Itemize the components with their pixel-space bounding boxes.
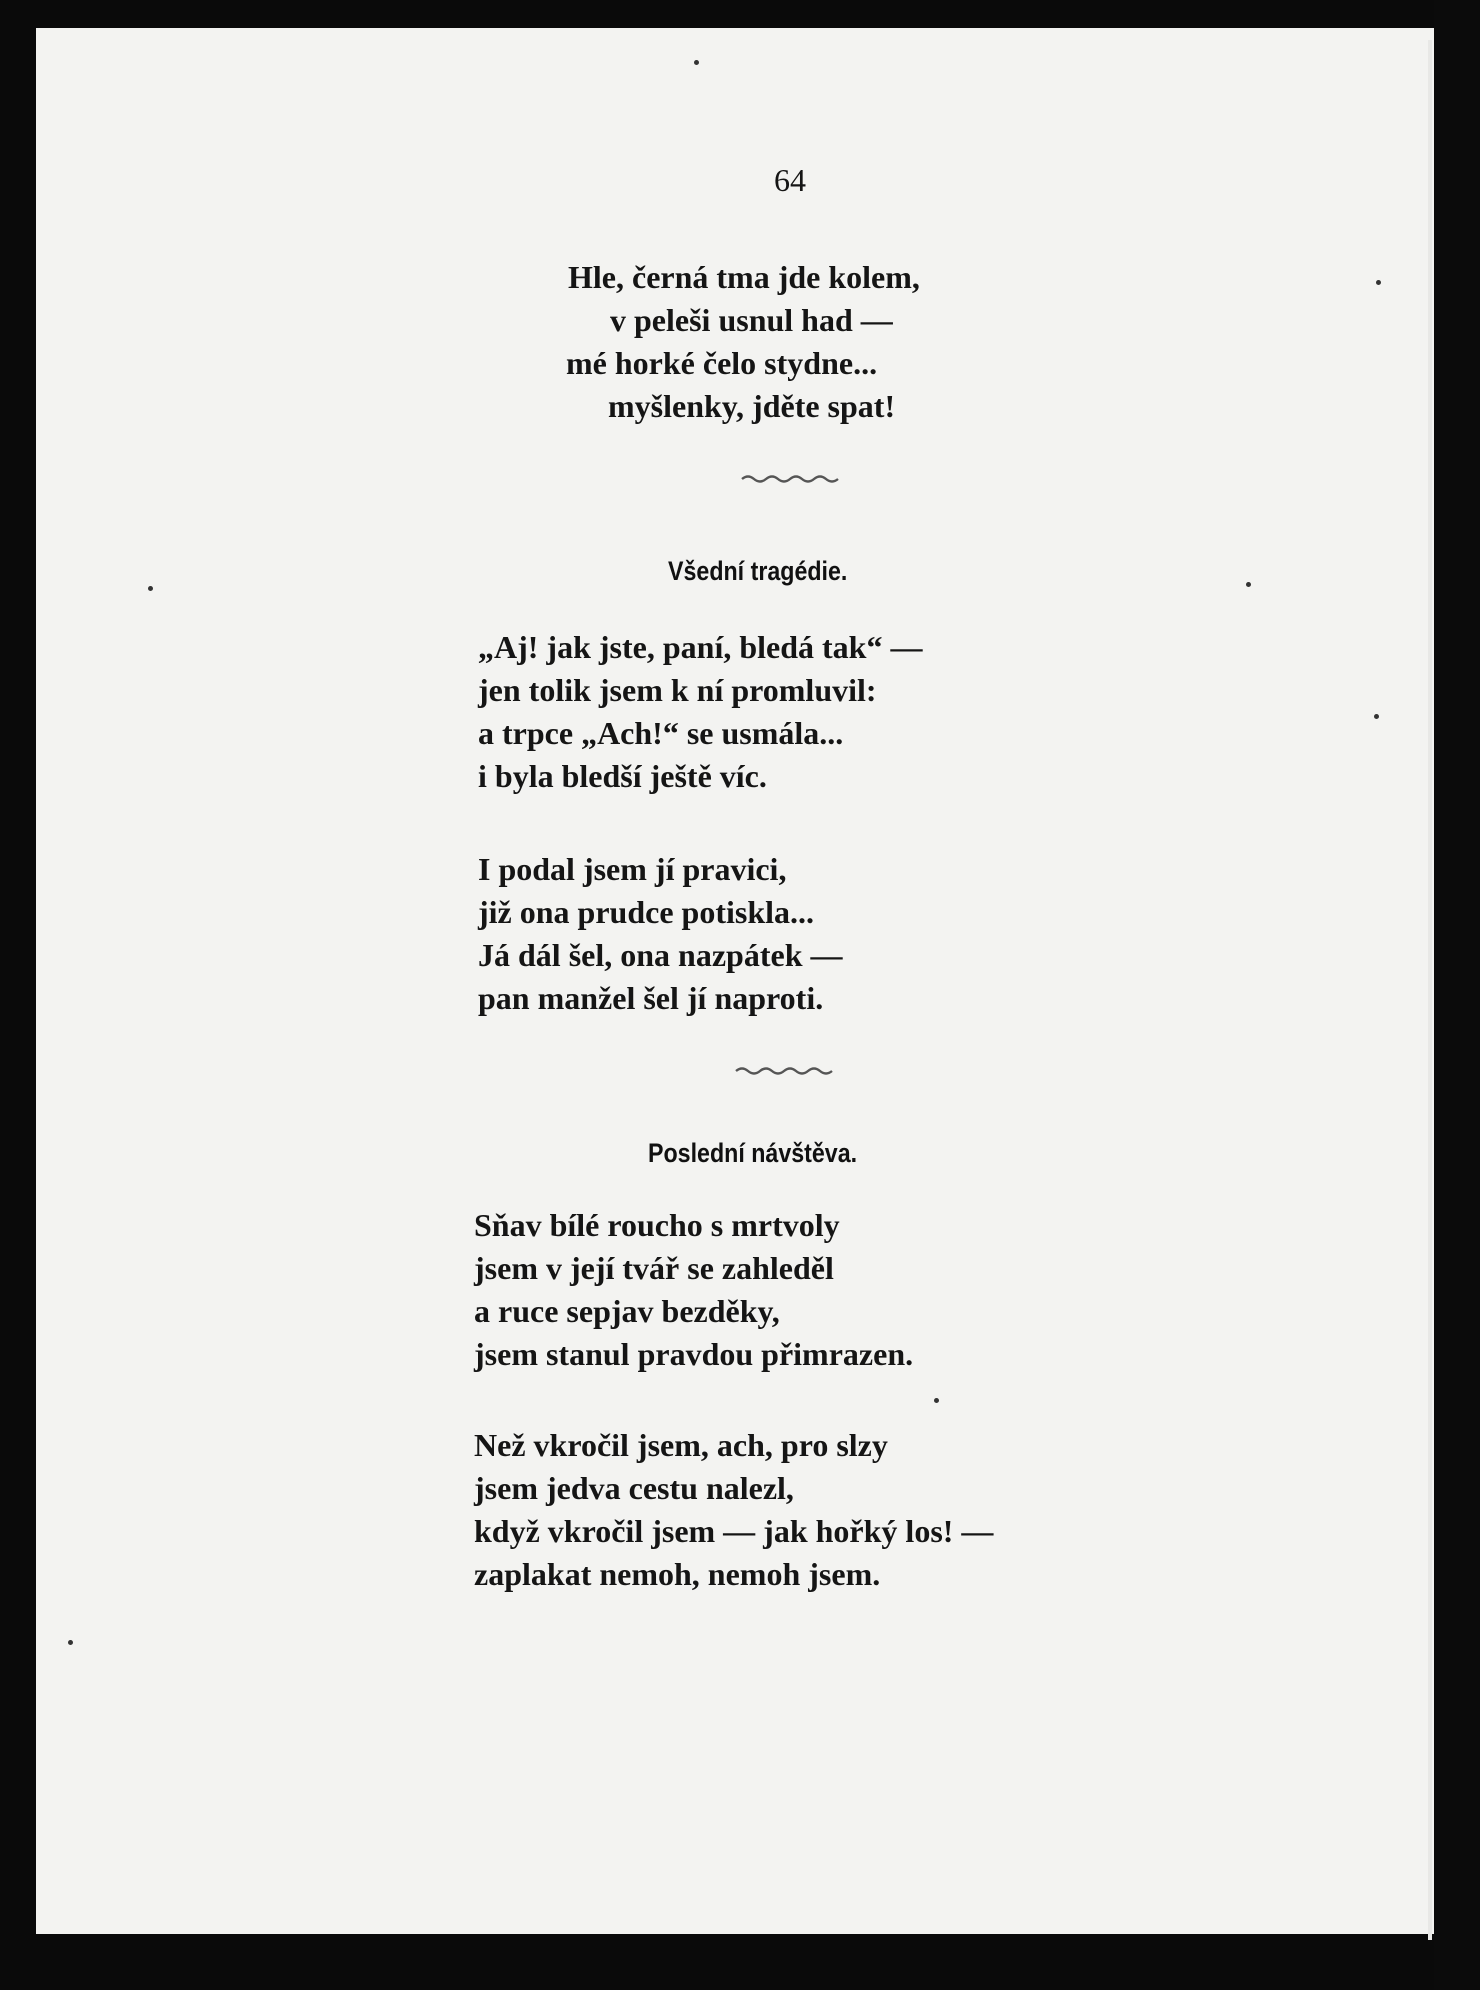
verse-line: jsem stanul pravdou přimrazen. bbox=[474, 1336, 914, 1372]
poem-stanza bbox=[478, 848, 842, 1020]
verse-line: Já dál šel, ona nazpátek — bbox=[478, 937, 843, 973]
verse-line: již ona prudce potiskla... bbox=[478, 894, 815, 930]
scan-speck bbox=[1246, 582, 1251, 587]
verse-line: a ruce sepjav bezděky, bbox=[474, 1293, 780, 1329]
section-divider-ornament bbox=[734, 1064, 844, 1078]
stanza-continuation bbox=[568, 256, 920, 428]
poem-title: Poslední návštěva. bbox=[648, 1138, 858, 1168]
verse-line: a trpce „Ach!“ se usmála... bbox=[478, 715, 844, 751]
scan-speck bbox=[1376, 280, 1381, 285]
scan-border-top bbox=[0, 0, 1480, 28]
verse-line: když vkročil jsem — jak hořký los! — bbox=[474, 1513, 994, 1549]
poem-stanza bbox=[474, 1204, 913, 1376]
scan-speck bbox=[694, 60, 699, 65]
verse-line: v peleši usnul had — bbox=[610, 302, 893, 338]
verse-line: I podal jsem jí pravici, bbox=[478, 851, 787, 887]
verse-line: mé horké čelo stydne... bbox=[566, 345, 878, 381]
scan-gutter bbox=[1434, 0, 1480, 1990]
verse-line: Hle, černá tma jde kolem, bbox=[568, 259, 920, 295]
verse-line: jsem v její tvář se zahleděl bbox=[474, 1250, 834, 1286]
verse-line: Sňav bílé roucho s mrtvoly bbox=[474, 1207, 840, 1243]
verse-line: „Aj! jak jste, paní, bledá tak“ — bbox=[478, 629, 923, 665]
verse-line: myšlenky, jděte spat! bbox=[608, 388, 896, 424]
verse-line: jsem jedva cestu nalezl, bbox=[474, 1470, 794, 1506]
verse-line: i byla bledší ještě víc. bbox=[478, 758, 767, 794]
poem-stanza bbox=[474, 1424, 993, 1596]
verse-line: zaplakat nemoh, nemoh jsem. bbox=[474, 1556, 881, 1592]
verse-line: Než vkročil jsem, ach, pro slzy bbox=[474, 1427, 888, 1463]
page-number: 64 bbox=[774, 162, 806, 198]
scan-speck bbox=[148, 586, 153, 591]
scan-speck bbox=[934, 1398, 939, 1403]
poem-stanza bbox=[478, 626, 922, 798]
scan-speck bbox=[68, 1640, 73, 1645]
section-divider-ornament bbox=[740, 472, 850, 486]
page-edge bbox=[1428, 40, 1432, 1940]
verse-line: pan manžel šel jí naproti. bbox=[478, 980, 824, 1016]
scan-speck bbox=[1374, 714, 1379, 719]
verse-line: jen tolik jsem k ní promluvil: bbox=[478, 672, 877, 708]
poem-title: Všední tragédie. bbox=[668, 556, 848, 586]
